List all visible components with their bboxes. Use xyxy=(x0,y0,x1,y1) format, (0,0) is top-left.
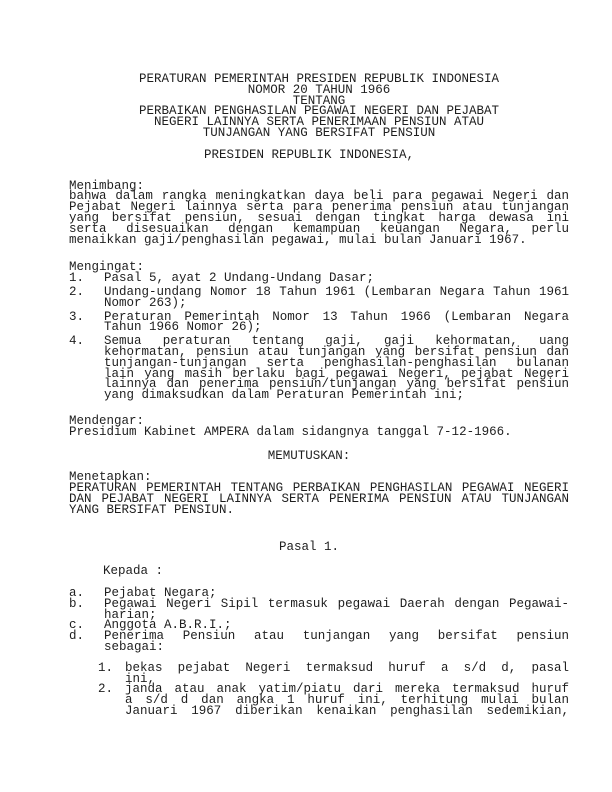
menimbang-section xyxy=(69,178,569,247)
doc-line: menaikkan gaji/penghasilan pegawai, mulai bulan Januari 1967. xyxy=(69,232,527,247)
menetapkan-paragraph xyxy=(69,483,569,515)
menimbang-label: Menimbang: xyxy=(69,178,145,193)
kepada-list xyxy=(69,588,569,653)
doc-line: harian; xyxy=(104,607,157,622)
doc-line: bekas pejabat Negeri termaksud huruf a s/d d, pasal xyxy=(125,660,569,675)
list-marker: b. xyxy=(69,596,85,611)
kepada-label xyxy=(69,566,569,577)
doc-line: Anggota A.B.R.I.; xyxy=(104,618,232,633)
doc-line: TUNJANGAN YANG BERSIFAT PENSIUN xyxy=(202,125,436,140)
list-item-text xyxy=(125,660,569,686)
doc-line: Januari 1967 diberikan kenaikan penghasilan sedemikian, xyxy=(125,704,569,719)
doc-line: yang bersifat pensiun, sesuai dengan tingkat harga dewasa ini xyxy=(69,210,569,225)
menetapkan-label: Menetapkan: xyxy=(69,470,152,485)
doc-line: tunjangan-tunjangan serta penghasilan-penghasilan bulanan xyxy=(104,355,569,370)
memutuskan-heading xyxy=(69,448,569,463)
list-marker: a. xyxy=(69,586,85,601)
kepada-sublist xyxy=(69,660,569,719)
doc-line: yang dimaksudkan dalam Peraturan Pemerintah ini; xyxy=(104,388,465,403)
doc-line: Peraturan Pemerintah Nomor 13 Tahun 1966 (Lembaran Negara xyxy=(104,309,569,324)
doc-line: PERATURAN PEMERINTAH PRESIDEN REPUBLIK INDONESIA xyxy=(138,72,500,86)
doc-line: kehormatan, pensiun atau tunjangan yang bersifat pensiun dan xyxy=(104,344,569,359)
doc-line: Presidium Kabinet AMPERA dalam sidangnya tanggal 7-12-1966. xyxy=(69,424,512,439)
list-marker: 2. xyxy=(69,284,85,299)
list-marker: 4. xyxy=(69,334,85,349)
list-item-text xyxy=(104,596,569,622)
list-item xyxy=(69,660,569,686)
doc-line: PRESIDEN REPUBLIK INDONESIA, xyxy=(203,147,415,162)
menimbang-paragraph xyxy=(69,191,569,245)
list-item-text xyxy=(104,631,569,653)
salutation-line xyxy=(69,147,569,162)
list-item-text xyxy=(104,309,569,335)
doc-line: Pejabat Negara; xyxy=(104,586,217,601)
doc-line: janda atau anak yatim/piatu dari mereka termaksud huruf xyxy=(125,682,569,697)
doc-line: serta disesuaikan dengan kemampuan keuangan Negara, perlu xyxy=(69,221,569,236)
doc-line: lain yang masih berlaku bagi pegawai Negeri, pejabat Negeri xyxy=(104,366,569,381)
doc-line: NOMOR 20 TAHUN 1966 xyxy=(247,82,391,97)
menetapkan-section xyxy=(69,472,569,515)
doc-line: Pasal 1. xyxy=(278,539,339,554)
document-body xyxy=(69,74,569,717)
pasal-1-heading xyxy=(69,539,569,554)
mengingat-list xyxy=(69,273,569,401)
list-marker: c. xyxy=(69,618,85,633)
doc-line: sebagai: xyxy=(104,640,165,655)
list-item-text xyxy=(104,284,569,310)
list-item xyxy=(69,309,569,335)
doc-line: Pegawai Negeri Sipil termasuk pegawai Daerah dengan Pegawai- xyxy=(104,596,569,611)
doc-line: Pejabat Negeri lainnya serta para penerima pensiun atau tunjangan xyxy=(69,200,569,215)
doc-title xyxy=(69,74,569,139)
list-marker: 1. xyxy=(98,660,114,675)
doc-line: Pasal 5, ayat 2 Undang-Undang Dasar; xyxy=(104,271,375,286)
mendengar-label: Mendengar: xyxy=(69,413,145,428)
list-item xyxy=(69,336,569,401)
doc-line: Semua peraturan tentang gaji, gaji kehormatan, uang xyxy=(104,334,569,349)
doc-line: NEGERI LAINNYA SERTA PENERIMAAN PENSIUN ATAU xyxy=(153,115,485,130)
doc-line: lainnya dan penerima pensiun/tunjangan yang bersifat pensiun xyxy=(104,377,569,392)
doc-line: Penerima Pensiun atau tunjangan yang bersifat pensiun xyxy=(104,629,569,644)
doc-line: PERATURAN PEMERINTAH TENTANG PERBAIKAN PENGHASILAN PEGAWAI NEGERI xyxy=(69,481,569,496)
list-item-text xyxy=(104,336,569,401)
doc-line: Tahun 1966 Nomor 26); xyxy=(104,320,262,335)
doc-line: DAN PEJABAT NEGERI LAINNYA SERTA PENERIMA PENSIUN ATAU TUNJANGAN xyxy=(69,491,569,506)
list-marker: d. xyxy=(69,629,85,644)
doc-line: Undang-undang Nomor 18 Tahun 1961 (Lembaran Negara Tahun 1961 xyxy=(104,284,569,299)
list-item xyxy=(69,596,569,622)
doc-line: bahwa dalam rangka meningkatkan daya beli para pegawai Negeri dan xyxy=(69,189,569,204)
doc-line: MEMUTUSKAN: xyxy=(267,448,351,463)
doc-line: PERBAIKAN PENGHASILAN PEGAWAI NEGERI DAN PEJABAT xyxy=(138,104,500,119)
list-marker: 3. xyxy=(69,309,85,324)
mengingat-label: Mengingat: xyxy=(69,260,145,275)
doc-line: YANG BERSIFAT PENSIUN. xyxy=(69,502,235,517)
list-item-text xyxy=(104,273,569,284)
list-marker: 2. xyxy=(98,682,114,697)
list-item xyxy=(69,284,569,310)
list-item xyxy=(69,682,569,719)
doc-line: TENTANG xyxy=(292,93,346,108)
doc-line: Nomor 263); xyxy=(104,295,187,310)
doc-line: ini, xyxy=(125,671,156,686)
list-item xyxy=(69,631,569,653)
list-item xyxy=(69,273,569,284)
doc-line: a s/d d dan angka 1 huruf ini, terhitung mulai bulan xyxy=(125,693,569,708)
mengingat-section xyxy=(69,262,569,401)
list-item-text xyxy=(125,682,569,719)
mendengar-section xyxy=(69,413,569,439)
list-marker: 1. xyxy=(69,271,85,286)
mendengar-paragraph xyxy=(69,424,569,439)
doc-line: Kepada : xyxy=(103,564,164,579)
